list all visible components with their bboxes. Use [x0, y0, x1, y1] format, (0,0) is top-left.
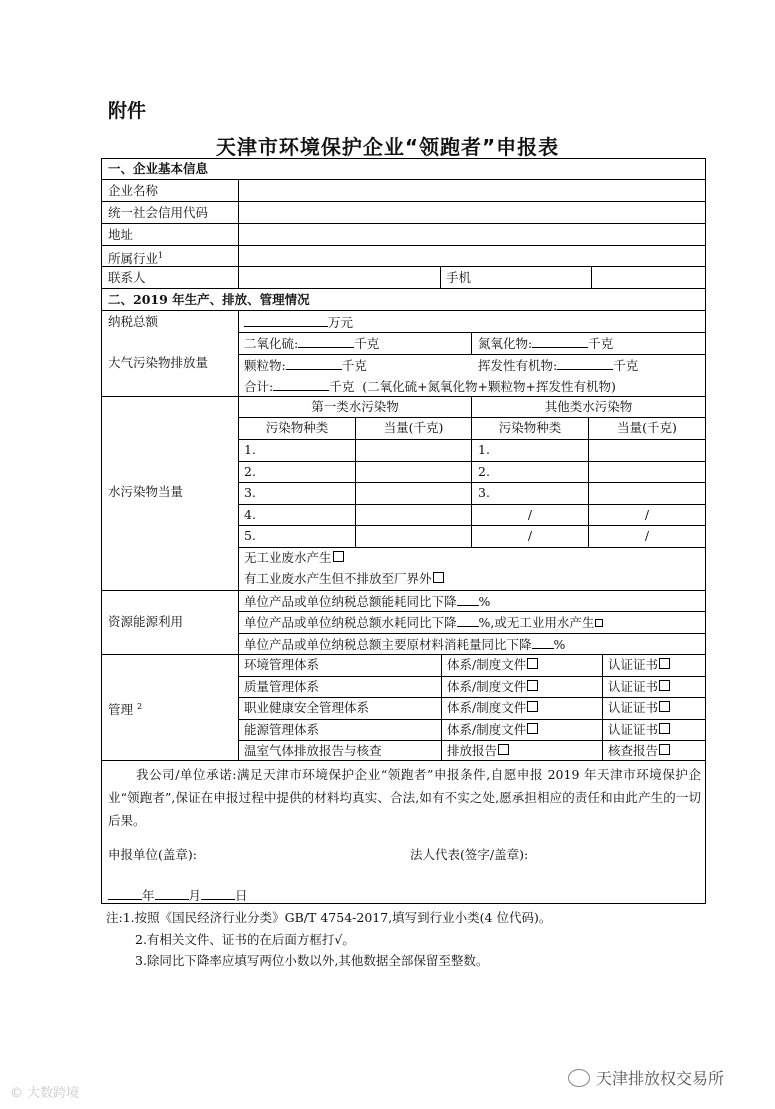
note-3: 3.除同比下降率应填写两位小数以外,其他数据全部保留至整数。 [135, 953, 489, 968]
management-cert-option[interactable]: 认证证书 [608, 722, 670, 738]
contact-label: 联系人 [108, 270, 146, 285]
contact-field[interactable] [239, 267, 439, 288]
watermark-left: © 大数跨境 [10, 1086, 80, 1101]
doc-checkbox[interactable] [527, 658, 538, 669]
watermark-logo-icon: © [10, 1086, 23, 1101]
mobile-field[interactable] [592, 267, 705, 288]
energy-decline-field[interactable]: 单位产品或单位纳税总额能耗同比下降 % [244, 594, 491, 609]
management-doc-option[interactable]: 体系/制度文件 [447, 722, 538, 738]
company-name-field[interactable] [239, 180, 705, 201]
no-wastewater-checkbox[interactable] [333, 551, 344, 562]
so2-field[interactable]: 二氧化硫: 千克 [244, 336, 380, 351]
address-field[interactable] [239, 224, 705, 245]
applicant-seal-label: 申报单位(盖章): [108, 847, 197, 862]
cert-checkbox[interactable] [659, 680, 670, 691]
resource-label: 资源能源利用 [108, 614, 184, 629]
management-cert-option[interactable]: 认证证书 [608, 700, 670, 716]
not-discharged-option[interactable]: 有工业废水产生但不排放至厂界外 [244, 571, 444, 587]
other-type-cell[interactable]: 2. [478, 464, 490, 479]
management-doc-option[interactable]: 体系/制度文件 [447, 657, 538, 673]
management-footnote-marker: 2 [137, 702, 143, 711]
industry-field[interactable] [239, 246, 705, 266]
mobile-label: 手机 [446, 270, 472, 285]
note-1: 注:1.按照《国民经济行业分类》GB/T 4754-2017,填写到行业小类(4 位代码)。 [106, 910, 552, 925]
management-doc-option[interactable]: 体系/制度文件 [447, 700, 538, 716]
tax-value[interactable]: 万元 [244, 314, 353, 331]
other-type-cell[interactable]: / [527, 528, 533, 543]
pm-field[interactable]: 颗粒物: 千克 [244, 358, 367, 373]
water-pollutant-label: 水污染物当量 [108, 484, 184, 499]
attachment-label: 附件 [108, 100, 147, 122]
nox-field[interactable]: 氮氧化物: 千克 [478, 336, 614, 351]
other-water-header: 其他类水污染物 [544, 399, 633, 414]
management-cert-option[interactable]: 认证证书 [608, 679, 670, 695]
industry-footnote-marker: 1 [158, 251, 164, 260]
class1-type-cell[interactable]: 5. [244, 528, 256, 543]
cert-checkbox[interactable] [659, 658, 670, 669]
section2-heading: 二、2019 年生产、排放、管理情况 [108, 292, 310, 307]
watermark-right: 天津排放权交易所 [568, 1066, 724, 1089]
management-label: 管理 $^2$ [108, 702, 143, 718]
management-row-name: 职业健康安全管理体系 [244, 700, 370, 715]
not-discharged-checkbox[interactable] [433, 572, 444, 583]
doc-checkbox[interactable] [498, 744, 509, 755]
class1-type-cell[interactable]: 2. [244, 464, 256, 479]
cert-checkbox[interactable] [659, 723, 670, 734]
air-total-field[interactable]: 合计: 千克 (二氧化硫+氮氧化物+颗粒物+挥发性有机物) [244, 379, 616, 394]
legal-rep-label: 法人代表(签字/盖章): [410, 847, 529, 862]
class1-water-header: 第一类水污染物 [311, 399, 399, 414]
voc-field[interactable]: 挥发性有机物: 千克 [478, 358, 639, 373]
doc-checkbox[interactable] [527, 723, 538, 734]
class1-type-cell[interactable]: 3. [244, 485, 256, 500]
credit-code-field[interactable] [239, 202, 705, 223]
other-type-cell[interactable]: 3. [478, 485, 490, 500]
credit-code-label: 统一社会信用代码 [108, 205, 209, 220]
other-amount-cell[interactable]: / [644, 528, 650, 543]
cert-checkbox[interactable] [659, 701, 670, 712]
date-field[interactable]: 年 月 日 [108, 887, 248, 904]
col-type-right: 污染物种类 [498, 420, 562, 435]
col-amount-right: 当量(千克) [617, 420, 677, 435]
no-water-checkbox[interactable] [595, 619, 603, 627]
management-cert-option[interactable]: 核查报告 [608, 743, 670, 759]
management-row-name: 质量管理体系 [244, 679, 320, 694]
management-row-name: 温室气体排放报告与核查 [244, 743, 382, 758]
material-decline-field[interactable]: 单位产品或单位纳税总额主要原材料消耗量同比下降 % [244, 637, 566, 652]
company-name-label: 企业名称 [108, 183, 159, 198]
management-doc-option[interactable]: 体系/制度文件 [447, 679, 538, 695]
class1-type-cell[interactable]: 1. [244, 442, 256, 457]
other-type-cell[interactable]: 1. [478, 442, 490, 457]
form-title: 天津市环境保护企业“领跑者”申报表 [215, 135, 560, 159]
tax-label: 纳税总额 [108, 314, 159, 329]
no-wastewater-option[interactable]: 无工业废水产生 [244, 550, 344, 566]
water-decline-field[interactable]: 单位产品或单位纳税总额水耗同比下降 %,或无工业用水产生 [244, 614, 603, 631]
management-row-name: 能源管理体系 [244, 722, 320, 737]
industry-label: 所属行业$^1$ [108, 251, 164, 267]
application-form [101, 158, 706, 904]
management-doc-option[interactable]: 排放报告 [447, 743, 509, 759]
wechat-icon [568, 1069, 590, 1087]
other-amount-cell[interactable]: / [644, 507, 650, 522]
col-type-left: 污染物种类 [265, 420, 329, 435]
note-2: 2.有相关文件、证书的在后面方框打√。 [135, 932, 355, 947]
management-row-name: 环境管理体系 [244, 657, 320, 672]
doc-checkbox[interactable] [527, 680, 538, 691]
management-cert-option[interactable]: 认证证书 [608, 657, 670, 673]
other-type-cell[interactable]: / [527, 507, 533, 522]
air-pollutant-label: 大气污染物排放量 [108, 355, 209, 370]
col-amount-left: 当量(千克) [383, 420, 444, 435]
commitment-text: 我公司/单位承诺:满足天津市环境保护企业“领跑者”申报条件,自愿申报 2019 年天津市环境保护企业“领跑者”,保证在申报过程中提供的材料均真实、合法,如有不实之处,愿承担相应的责任和由此产生的一切后果。 [108, 767, 701, 828]
doc-checkbox[interactable] [527, 701, 538, 712]
address-label: 地址 [108, 227, 134, 242]
section1-heading: 一、企业基本信息 [108, 161, 209, 176]
cert-checkbox[interactable] [659, 744, 670, 755]
class1-type-cell[interactable]: 4. [244, 507, 256, 522]
